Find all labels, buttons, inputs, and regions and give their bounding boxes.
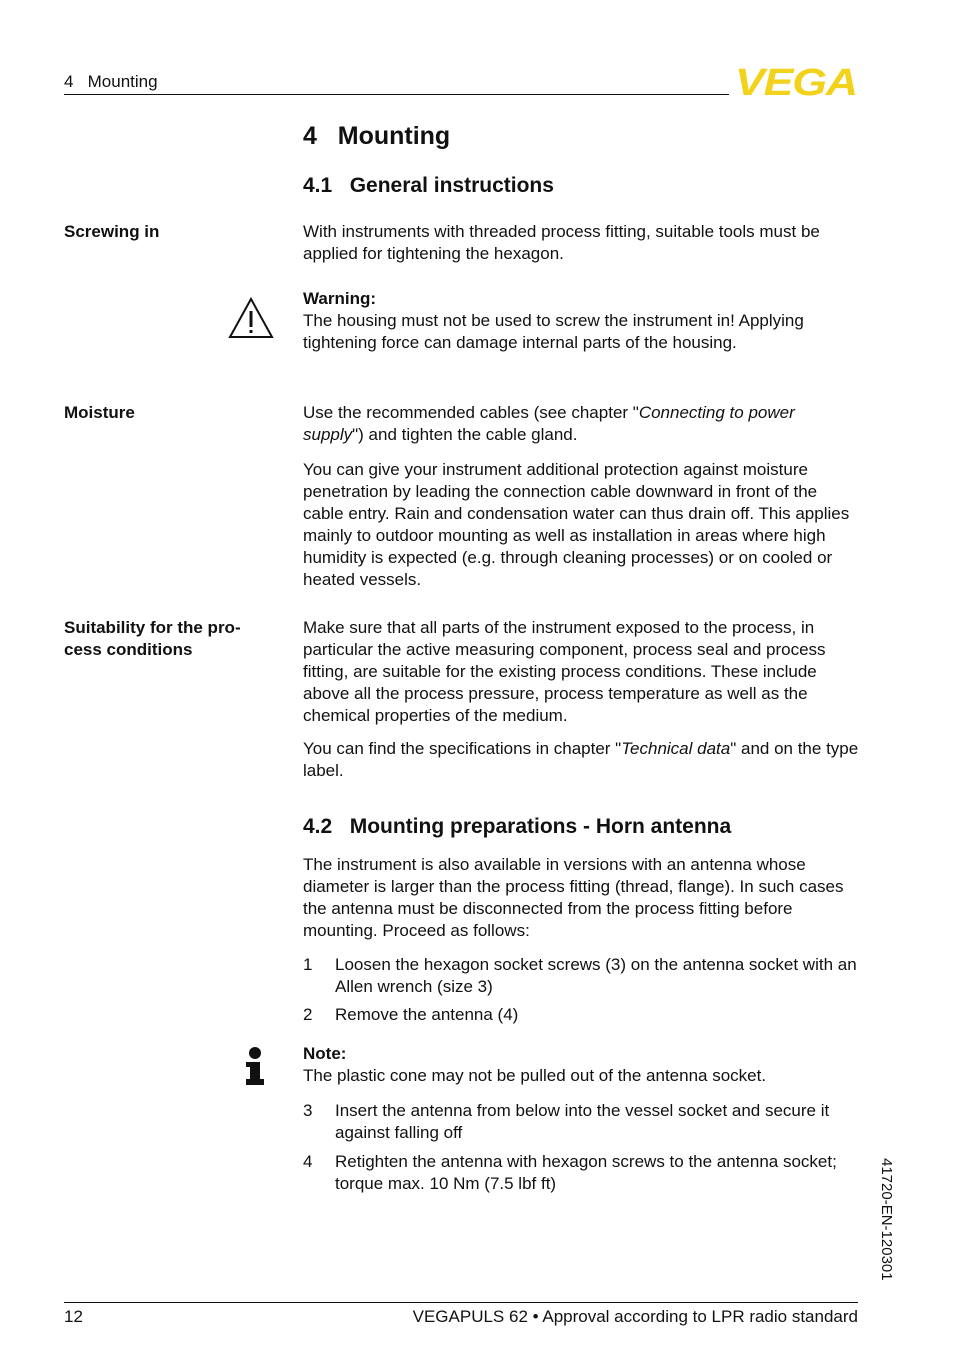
- note-block: [303, 1043, 859, 1087]
- logo-text: VEGA: [735, 64, 857, 98]
- footer-product-title: VEGAPULS 62 • Approval according to LPR radio standard: [412, 1307, 858, 1326]
- paragraph-horn-intro: The instrument is also available in versions with an antenna whose diameter is larger than the process fitting (thread, flange). In such cases the antenna must be disconnected from the process fitting before mounting. Proceed as follows:: [303, 855, 844, 940]
- list-item: Loosen the hexagon socket screws (3) on the antenna socket with an Allen wrench (size 3): [335, 955, 857, 996]
- list-item: Insert the antenna from below into the vessel socket and secure it against falling off: [335, 1101, 830, 1142]
- paragraph-moisture-1: Use the recommended cables (see chapter "Connecting to power supply") and tighten the cable gland.: [303, 403, 795, 444]
- header-rule: [64, 94, 729, 95]
- section-heading-4-2: 4.2 Mounting preparations - Horn antenna: [303, 815, 732, 838]
- list-item: Remove the antenna (4): [335, 1005, 519, 1024]
- side-label-screwing-in: Screwing in: [64, 222, 160, 241]
- warning-title: Warning:: [303, 289, 377, 308]
- paragraph-screwing-in: With instruments with threaded process fitting, suitable tools must be applied for tightening the hexagon.: [303, 222, 820, 263]
- side-label-suitability: Suitability for the pro-cess conditions: [64, 618, 241, 659]
- chapter-reference: Connecting to power supply: [303, 403, 795, 444]
- page-number: 12: [64, 1307, 83, 1326]
- side-label-moisture: Moisture: [64, 403, 135, 422]
- warning-block: [303, 288, 859, 354]
- note-text: The plastic cone may not be pulled out of the antenna socket.: [303, 1066, 767, 1085]
- paragraph-suitability-1: Make sure that all parts of the instrument exposed to the process, in particular the active measuring component, process seal and process fitting, are suitable for the existing process conditions. These include above all the process pressure, process temperature as well as the chemical properties of the medium.: [303, 618, 826, 725]
- list-item-number: 3: [303, 1101, 313, 1120]
- chapter-reference: Technical data: [621, 739, 731, 758]
- footer-rule: [64, 1302, 858, 1303]
- document-number: 41720-EN-120301: [878, 1158, 895, 1281]
- warning-text: The housing must not be used to screw the instrument in! Applying tightening force can damage internal parts of the housing.: [303, 311, 804, 352]
- list-item-number: 2: [303, 1005, 313, 1024]
- list-item-number: 4: [303, 1152, 313, 1171]
- list-item: Retighten the antenna with hexagon screws to the antenna socket; torque max. 10 Nm (7.5 lbf ft): [335, 1152, 837, 1193]
- paragraph-suitability-2: You can find the specifications in chapter "Technical data" and on the type label.: [303, 739, 859, 780]
- vega-logo: [734, 64, 858, 98]
- running-header: 4 Mounting: [64, 72, 158, 91]
- section-heading-4-1: 4.1 General instructions: [303, 174, 554, 197]
- info-icon: [244, 1046, 266, 1086]
- warning-triangle-icon: [228, 296, 274, 340]
- list-item-number: 1: [303, 955, 313, 974]
- note-title: Note:: [303, 1044, 347, 1063]
- paragraph-moisture-2: You can give your instrument additional protection against moisture penetration by leading the connection cable downward in front of the cable entry. Rain and condensation water can thus drain off. This applies mainly to outdoor mounting as well as installation in areas where high humidity is expected (e.g. through cleaning processes) or on cooled or heated vessels.: [303, 460, 850, 589]
- chapter-title: 4 Mounting: [303, 122, 451, 150]
